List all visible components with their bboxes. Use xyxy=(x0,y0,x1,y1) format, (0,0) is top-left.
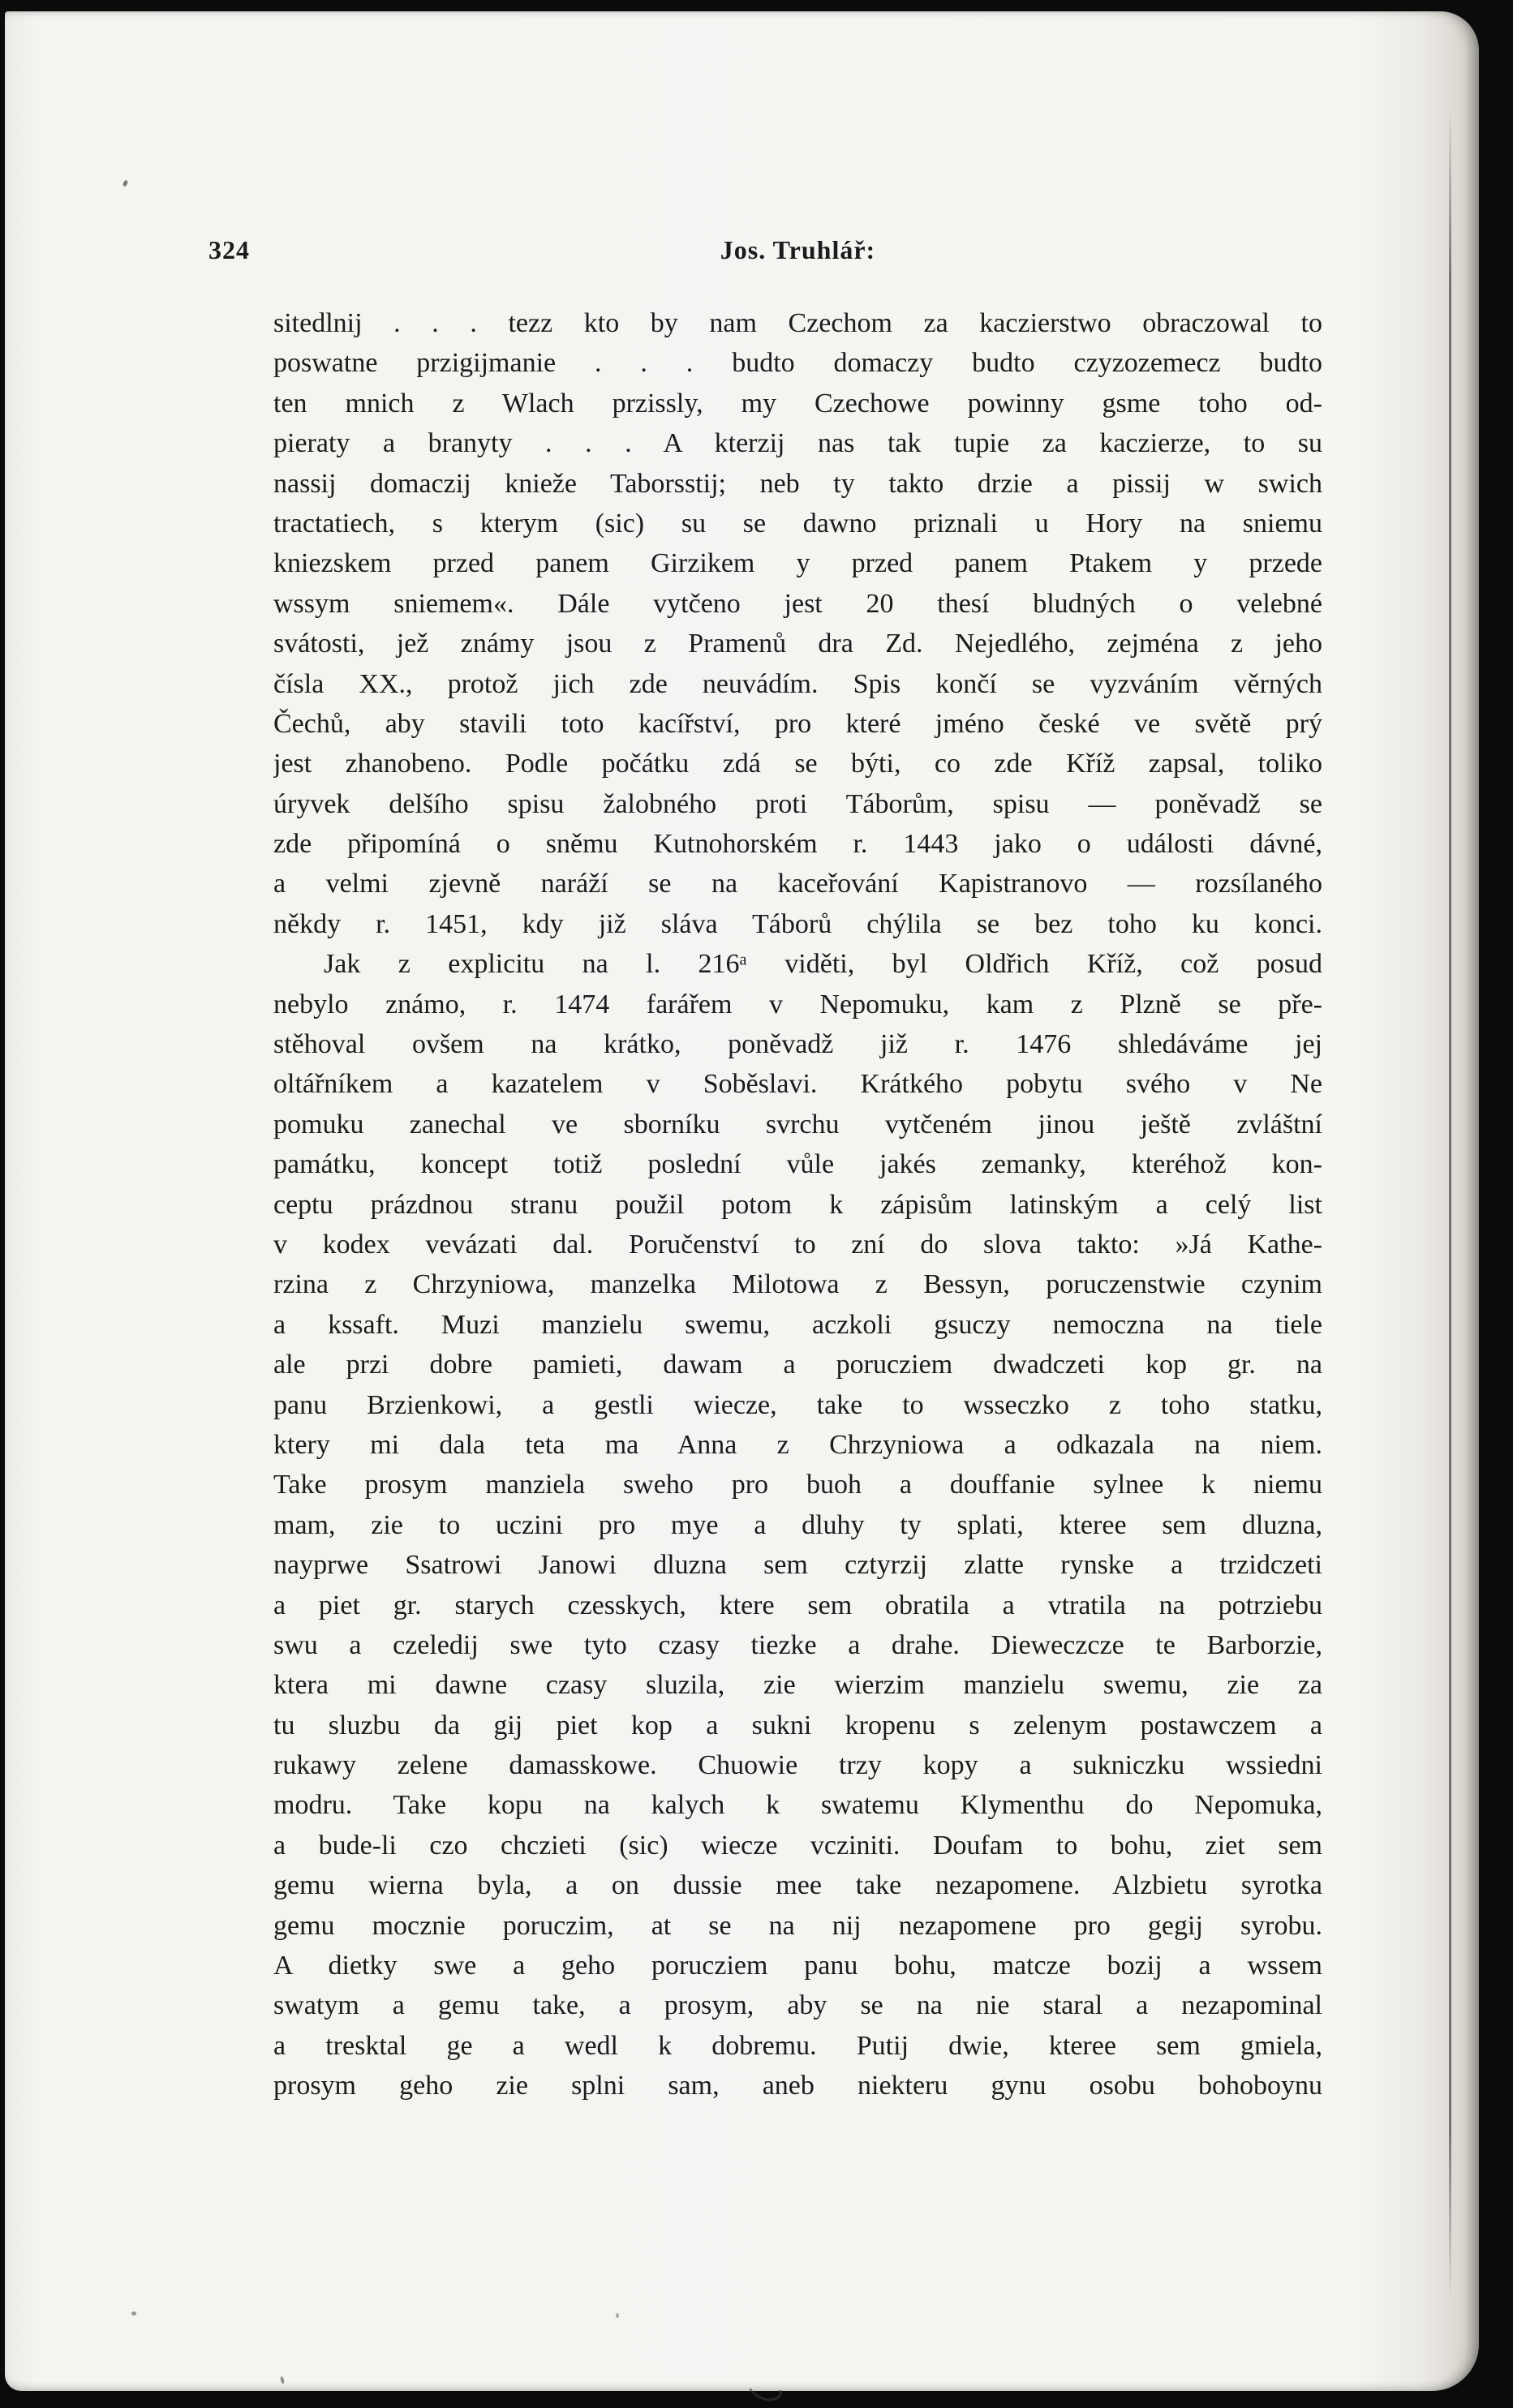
text-line: čísla XX., protož jich zde neuvádím. Spis končí se vyzváním věrných xyxy=(273,668,1322,699)
text-line: tu sluzbu da gij piet kop a sukni kropenu s zelenym postawczem a xyxy=(273,1710,1322,1741)
text-line: prosym geho zie splni sam, aneb niekteru gynu osobu bohoboynu xyxy=(273,2071,1322,2101)
text-line: A dietky swe a geho porucziem panu bohu, matcze bozij a wssem xyxy=(273,1951,1322,1981)
text-line: rzina z Chrzyniowa, manzelka Milotowa z Bessyn, poruczenstwie czynim xyxy=(273,1269,1322,1300)
text-line: zde připomíná o sněmu Kutnohorském r. 1443 jako o události dávné, xyxy=(273,829,1322,860)
text-line: oltářníkem a kazatelem v Soběslavi. Krátkého pobytu svého v Ne xyxy=(273,1069,1322,1100)
text-line: a velmi zjevně naráží se na kaceřování Kapistranovo — rozsílaného xyxy=(273,869,1322,899)
text-line: a piet gr. starych czesskych, ktere sem obratila a vtratila na potrziebu xyxy=(273,1590,1322,1620)
scan-smudge xyxy=(746,2371,786,2408)
text-line: poswatne przigijmanie . . . budto domaczy budto czyzozemecz budto xyxy=(273,348,1322,379)
scan-speck xyxy=(123,179,129,187)
text-line: nebylo známo, r. 1474 farářem v Nepomuku, kam z Plzně se pře- xyxy=(273,989,1322,1019)
text-line: stěhoval ovšem na krátko, poněvadž již r. 1476 shledáváme jej xyxy=(273,1029,1322,1060)
text-line: rukawy zelene damasskowe. Chuowie trzy kopy a sukniczku wssiedni xyxy=(273,1750,1322,1781)
text-line: ktery mi dala teta ma Anna z Chrzyniowa a odkazala na niem. xyxy=(273,1429,1322,1460)
text-line: swu a czeledij swe tyto czasy tiezke a drahe. Dieweczcze te Barborzie, xyxy=(273,1629,1322,1660)
scan-speck xyxy=(616,2313,619,2318)
text-line: nayprwe Ssatrowi Janowi dluzna sem cztyrzij zlatte rynske a trzidczeti xyxy=(273,1550,1322,1581)
scan-speck xyxy=(131,2311,136,2316)
text-line: nassij domaczij knieže Taborsstij; neb ty takto drzie a pissij w swich xyxy=(273,468,1322,499)
text-line: tractatiech, s kterym (sic) su se dawno priznali u Hory na sniemu xyxy=(273,508,1322,539)
text-line: někdy r. 1451, kdy již sláva Táborů chýlila se bez toho ku konci. xyxy=(273,908,1322,939)
text-line: v kodex vevázati dal. Poručenství to zní do slova takto: »Já Kathe- xyxy=(273,1229,1322,1260)
page-surface xyxy=(5,11,1479,2391)
text-line: ale przi dobre pamieti, dawam a porucziem dwadczeti kop gr. na xyxy=(273,1350,1322,1380)
running-header: Jos. Truhlář: xyxy=(720,235,876,264)
text-line: a bude-li czo chczieti (sic) wiecze vcziniti. Doufam to bohu, ziet sem xyxy=(273,1830,1322,1861)
text-line: ceptu prázdnou stranu použil potom k zápisům latinským a celý list xyxy=(273,1189,1322,1220)
text-line: ktera mi dawne czasy sluzila, zie wierzim manzielu swemu, zie za xyxy=(273,1670,1322,1701)
text-line: ten mnich z Wlach przissly, my Czechowe powinny gsme toho od- xyxy=(273,388,1322,419)
text-line: Jak z explicitu na l. 216ᵃ viděti, byl Oldřich Kříž, což posud xyxy=(324,949,1322,980)
body-text-block xyxy=(273,303,1322,2106)
scan-speck xyxy=(280,2376,285,2384)
text-line: jest zhanobeno. Podle počátku zdá se býti, co zde Kříž zapsal, toliko xyxy=(273,749,1322,779)
page-number: 324 xyxy=(208,235,250,264)
text-line: gemu mocznie poruczim, at se na nij nezapomene pro gegij syrobu. xyxy=(273,1910,1322,1941)
text-line: swatym a gemu take, a prosym, aby se na nie staral a nezapominal xyxy=(273,1990,1322,2021)
text-line: svátosti, jež známy jsou z Pramenů dra Zd. Nejedlého, zejména z jeho xyxy=(273,629,1322,659)
text-line: gemu wierna byla, a on dussie mee take nezapomene. Alzbietu syrotka xyxy=(273,1870,1322,1901)
text-line: wssym sniemem«. Dále vytčeno jest 20 thesí bludných o velebné xyxy=(273,588,1322,619)
text-line: kniezskem przed panem Girzikem y przed panem Ptakem y przede xyxy=(273,548,1322,579)
text-line: Take prosym manziela sweho pro buoh a douffanie sylnee k niemu xyxy=(273,1470,1322,1500)
text-line: panu Brzienkowi, a gestli wiecze, take to wsseczko z toho statku, xyxy=(273,1389,1322,1420)
text-line: mam, zie to uczini pro mye a dluhy ty splati, kteree sem dluzna, xyxy=(273,1509,1322,1540)
text-line: a kssaft. Muzi manzielu swemu, aczkoli gsuczy nemoczna na tiele xyxy=(273,1309,1322,1340)
text-line: sitedlnij . . . tezz kto by nam Czechom za kaczierstwo obraczowal to xyxy=(273,308,1322,338)
text-line: modru. Take kopu na kalych k swatemu Klymenthu do Nepomuka, xyxy=(273,1790,1322,1821)
text-line: pieraty a branyty . . . A kterzij nas tak tupie za kaczierze, to su xyxy=(273,428,1322,459)
text-line: a tresktal ge a wedl k dobremu. Putij dwie, kteree sem gmiela, xyxy=(273,2030,1322,2061)
text-line: pomuku zanechal ve sborníku svrchu vytčeném jinou ještě zvláštní xyxy=(273,1109,1322,1140)
page-edge-shadow xyxy=(1449,109,1451,2299)
text-line: Čechů, aby stavili toto kacířství, pro které jméno české ve světě prý xyxy=(273,708,1322,739)
text-line: úryvek delšího spisu žalobného proti Táborům, spisu — poněvadž se xyxy=(273,788,1322,819)
text-line: památku, koncept totiž poslední vůle jakés zemanky, kteréhož kon- xyxy=(273,1149,1322,1180)
